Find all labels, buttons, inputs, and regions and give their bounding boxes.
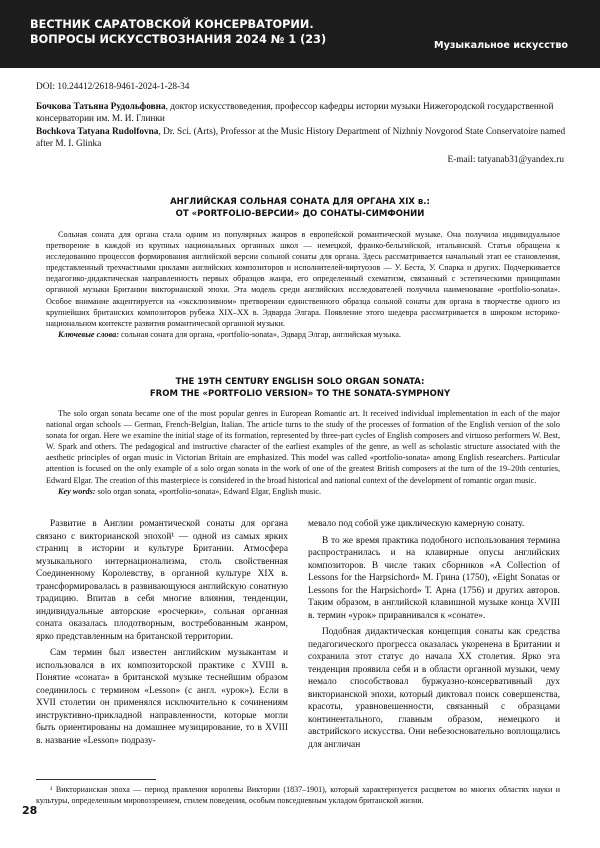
author-block — [36, 101, 572, 151]
body-paragraph: Сам термин был известен английским музыкантам и использовался в их композиторской практике с XVIII в. Понятие «соната» в британской музыке теснейшим образом соединилось с термином «Lesson» (с англ. «урок»). Если в XVII столетии он применялся исключительно к сочинениям инструктивно-прикладной направленности, которые могли быть ориентированы на домашнее музицирование, то в XVIII в. название «Lesson» подразу- — [36, 648, 288, 746]
body-paragraph: В то же время практика подобного использования термина распространилась и на клавирные опусы английских композиторов. В числе таких сборников «A Collection of Lessons for the Harpsichord» М. Грина (1750), «Eight Sonatas or Lessons for the Harpsichord» Т. Арна (1756) и других авторов. Таким образом, в английской клавишной музыке конца XVIII в. термин «урок» приравнивался к «сонате». — [308, 535, 560, 621]
keywords-ru-text: сольная соната для органа, «portfolio-sonata», Эдвард Элгар, английская музыка. — [118, 329, 401, 339]
author-info-ru: , доктор искусствоведения, профессор кафедры истории музыки Нижегородской государственной консерватории им. М. И. Глинки — [36, 102, 554, 125]
body-paragraph: мевало под собой уже циклическую камерную сонату. — [308, 519, 525, 529]
keywords-en — [46, 486, 560, 497]
doi: DOI: 10.24412/2618-9461-2024-1-28-34 — [36, 82, 190, 92]
title-ru — [36, 196, 564, 220]
author-email: E-mail: tatyanab31@yandex.ru — [447, 155, 564, 165]
title-en — [36, 376, 564, 400]
body-column-left — [36, 518, 288, 751]
abstract-en-text: The solo organ sonata became one of the most popular genres in European Romantic art. It received individual implementation in each of the major national organ schools — German, French-Belgian, Italian. The article turns to the study of the processes of formation of the English version of the solo sonata for organ. Here we examine the initial stage of its formation, represented by three-part cycles of English composers and virtuoso performers W. Best, W. Spark and others. The pedagogical and instructive character of the earliest examples of the genre, as well as scholastic structure associated with the aesthetic principles of organ music in Victorian Britain are emphasized. This model was called «portfolio-sonata» among English researchers. Particular attention is focused on the only example of a solo organ sonata in the work of one of the greatest British composers at the turn of the 19–20th centuries, Edward Elgar. The creation of this masterpiece is considered in the broad historical and national context of the development of romantic organ music. — [46, 409, 560, 485]
journal-header — [0, 0, 600, 68]
abstract-ru-text: Сольная соната для органа стала одним из популярных жанров в европейской романтической музыке. Она получила индивидуальное претворение в каждой из крупных национальных органных школ — немецкой, франко-бельгийской, итальянской. Статья обращена к исследованию процессов формирования английской версии сольной сонаты для органа. Здесь рассматривается начальный этап ее становления, представленный трехчастными циклами английских композиторов и исполнителей-виртуозов — У. Беста, У. Спарка и других. Подчеркивается педагогико-дидактическая направленность первых образцов жанра, его определенный схематизм, связанный с эстетическими принципами органной музыки Британии викторианской эпохи. Эта модель среди английских исследователей получила наименование «portfolio-sonata». Особое внимание акцентируется на «эксклюзивном» претворении единственного образца сольной сонаты для органа в творчестве одного из крупнейших британских композиторов рубежа XIX–XX в. Эдварда Элгара. Появление этого шедевра рассматривается в широком историко-национальном контексте развития романтической органной музыки. — [46, 230, 560, 328]
author-info-en: , Dr. Sci. (Arts), Professor at the Music History Department of Nizhniy Novgorod State Conservatoire named after M. I. Glinka — [36, 126, 566, 150]
title-ru-line2: ОТ «PORTFOLIO-ВЕРСИИ» ДО СОНАТЫ-СИМФОНИИ — [175, 209, 425, 219]
journal-title — [30, 17, 326, 47]
keywords-en-label: Key words: — [58, 486, 96, 496]
journal-title-line1: ВЕСТНИК САРАТОВСКОЙ КОНСЕРВАТОРИИ. — [30, 18, 314, 31]
title-en-line1: THE 19TH CENTURY ENGLISH SOLO ORGAN SONATA: — [175, 377, 425, 387]
footnote-divider — [36, 779, 156, 780]
abstract-ru — [46, 229, 560, 340]
footnote: ¹ Викторианская эпоха — период правления королевы Виктории (1837–1901), который характеризуется расцветом во многих областях науки и культуры, определенным мировоззрением, стилем поведения, особым повседневным укладом британской жизни. — [36, 785, 560, 805]
body-column-right — [308, 518, 560, 755]
author-name-ru: Бочкова Татьяна Рудольфовна — [36, 102, 166, 112]
body-paragraph: Подобная дидактическая концепция сонаты как средства педагогического прогресса оказалась укоренена в Британии и сохранила этот статус до начала XX столетия. Ярко эта тенденция проявила себя и в области органной музыки, чему немало способствовал буржуазно-консервативный дух викторианской эпохи, который диктовал поиск совершенства, красоты, уравновешенности, связанный с образцами континентального, главным образом, немецкого и австрийского искусства. Они небезосновательно воплощались для англичан — [308, 627, 560, 750]
keywords-en-text: solo organ sonata, «portfolio-sonata», Edward Elgar, English music. — [95, 486, 322, 496]
title-en-line2: FROM THE «PORTFOLIO VERSION» TO THE SONATA-SYMPHONY — [149, 389, 451, 399]
keywords-ru — [46, 329, 560, 340]
author-ru — [36, 101, 572, 126]
author-en — [36, 126, 572, 151]
section-name: Музыкальное искусство — [434, 40, 568, 51]
journal-title-line2: ВОПРОСЫ ИСКУССТВОЗНАНИЯ 2024 № 1 (23) — [30, 33, 327, 46]
body-paragraph: Развитие в Англии романтической сонаты для органа связано с викторианской эпохой¹ — одной из самых ярких страниц в истории и культуре Британии. Атмосфера музыкального интернационализма, столь свойственная Соединенному Королевству, в органной культуре XIX в. трансформировалась в развивающуюся английскую сонатную традицию. Впитав в себя многие влияния, тенденции, индивидуальные авторские «росчерки», сольная органная соната оказалась плодотворным, востребованным жанром, ярко представленным на британской территории. — [36, 519, 288, 642]
keywords-ru-label: Ключевые слова: — [58, 329, 119, 339]
abstract-en — [46, 408, 560, 497]
page-number: 28 — [22, 804, 38, 817]
title-ru-line1: АНГЛИЙСКАЯ СОЛЬНАЯ СОНАТА ДЛЯ ОРГАНА XIX в.: — [170, 197, 430, 207]
author-name-en: Bochkova Tatyana Rudolfovna — [36, 126, 159, 137]
